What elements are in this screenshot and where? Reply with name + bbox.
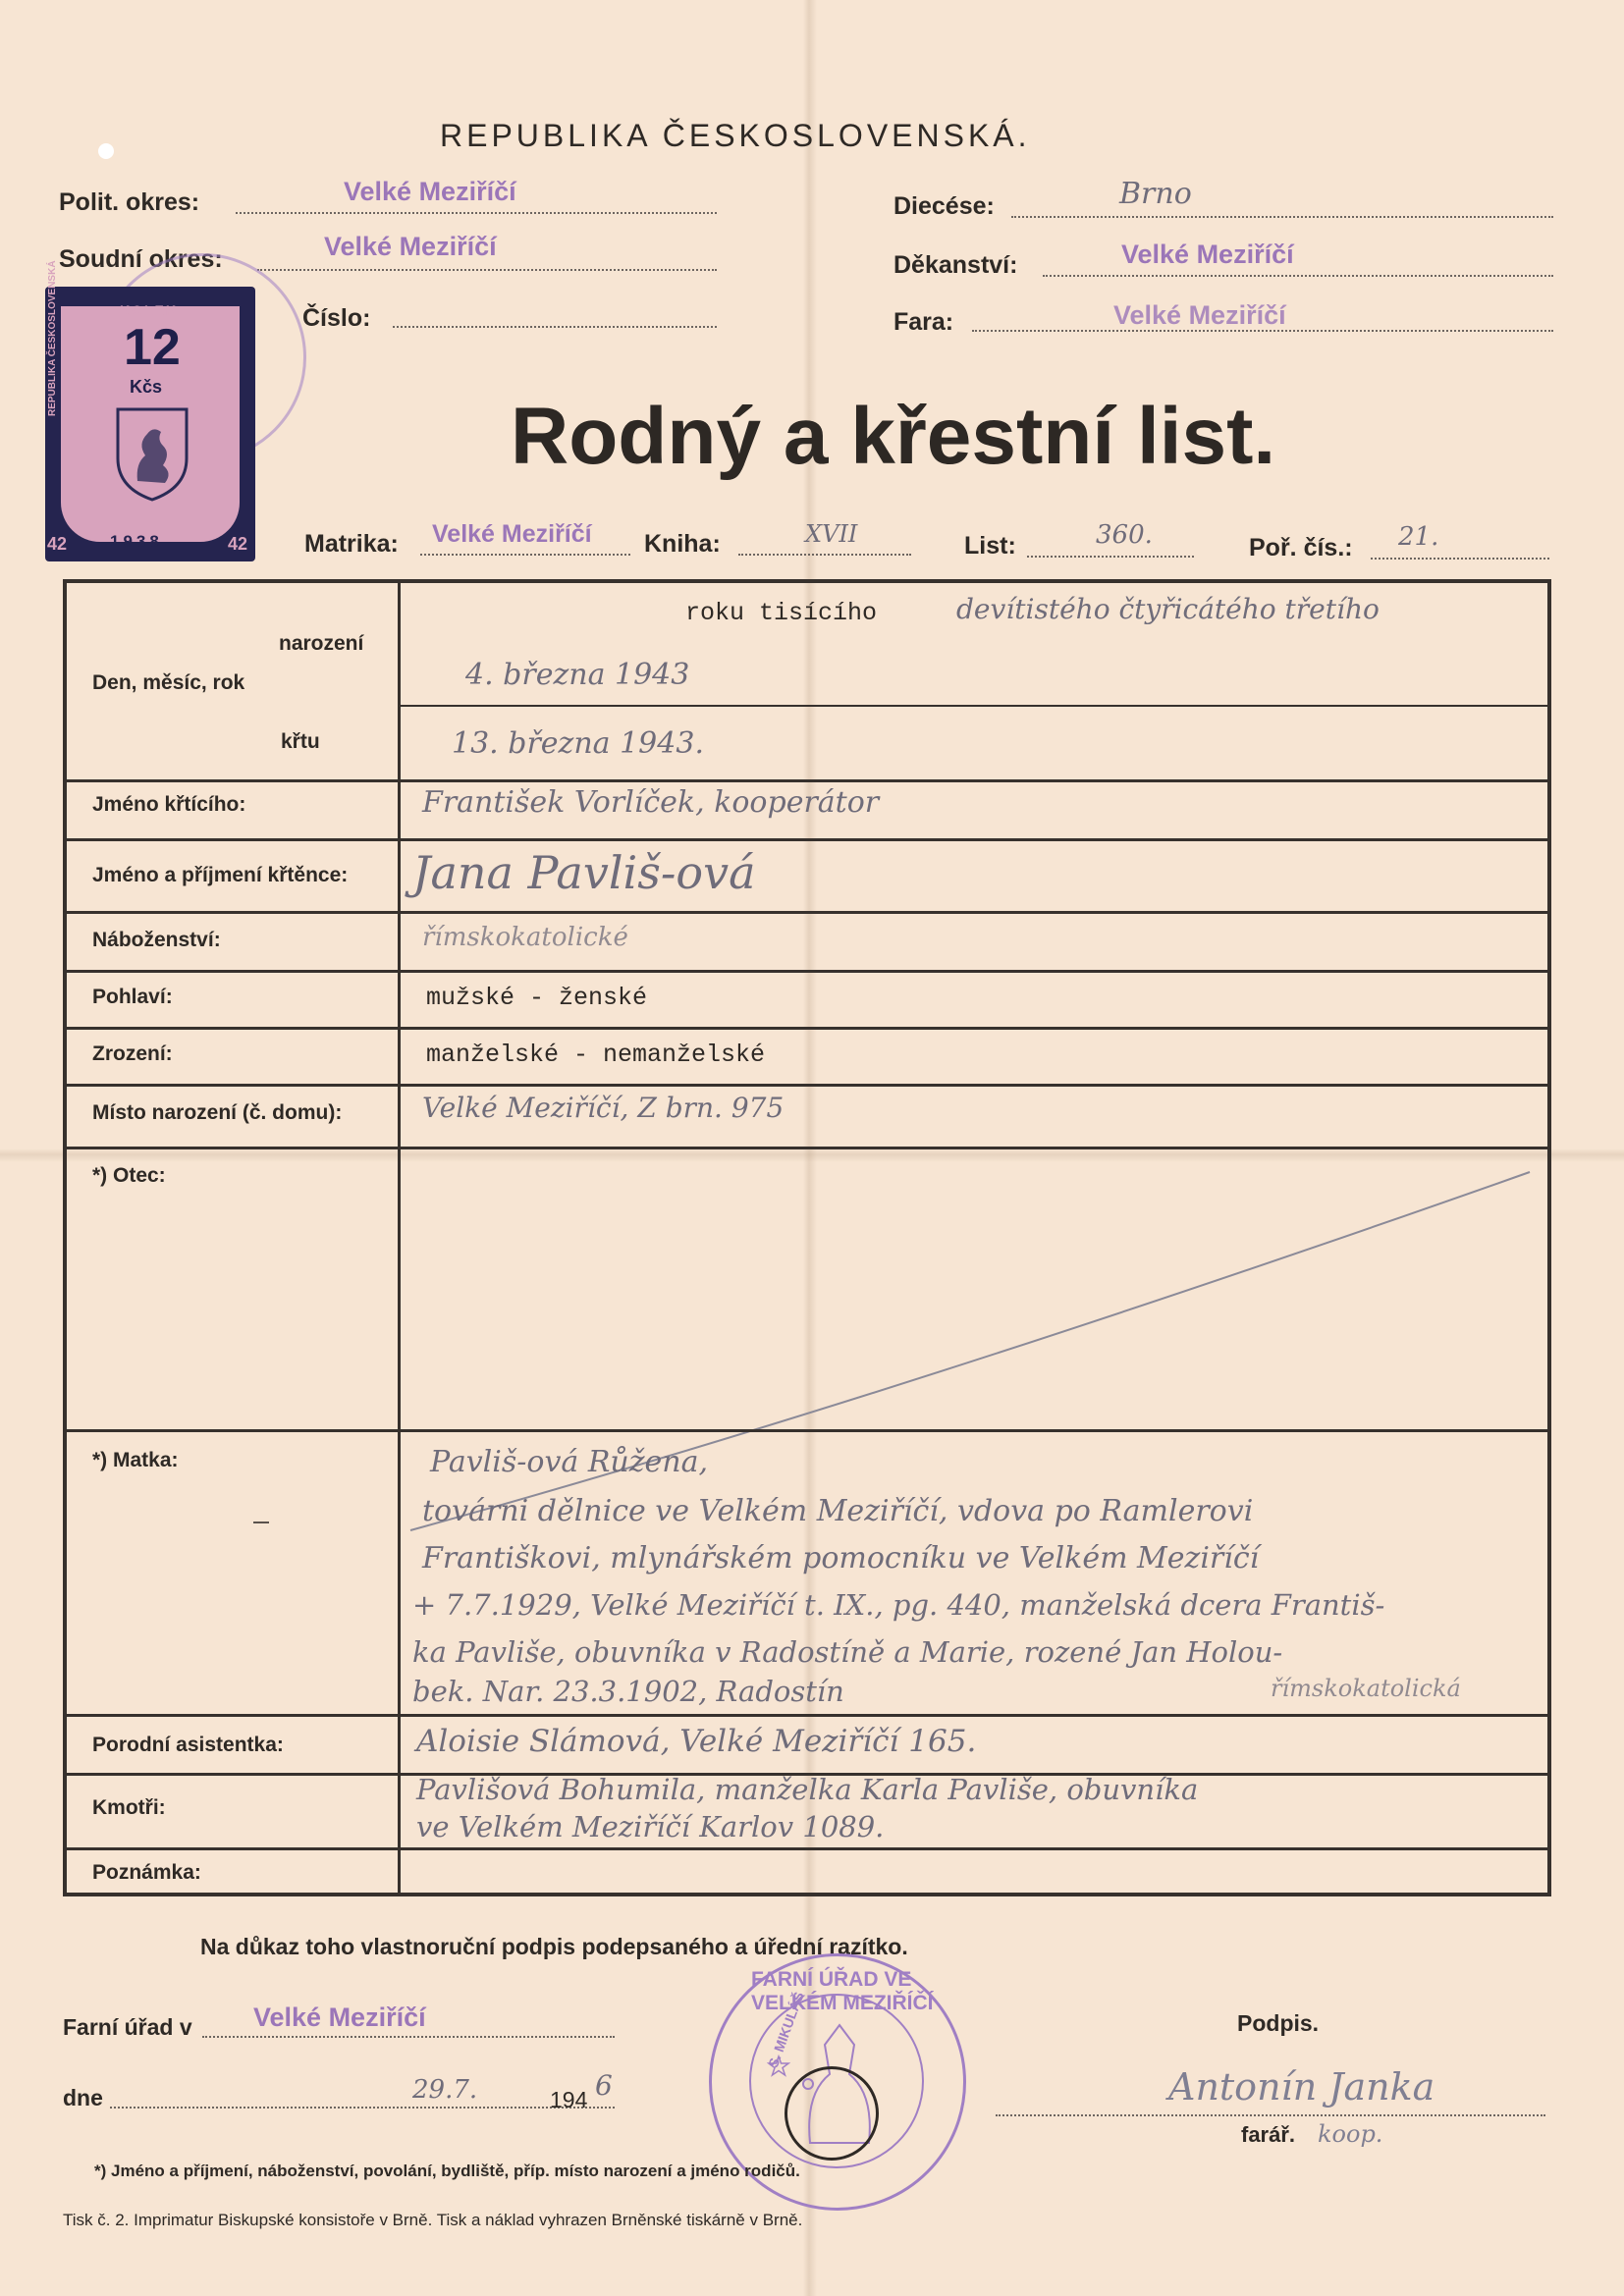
matka-religion: římskokatolická <box>1271 1675 1461 1702</box>
por-cis-value: 21. <box>1398 522 1439 552</box>
kmotri-line-1: Pavlišová Bohumila, manželka Karla Pavliše, obuvníka <box>416 1773 1199 1806</box>
matka-line-1: Pavliš-ová Růžena, <box>430 1445 709 1479</box>
diecese-value: Brno <box>1119 177 1192 211</box>
matka-label: *) Matka: <box>92 1449 179 1471</box>
kmotri-label: Kmotři: <box>92 1796 166 1819</box>
polit-okres-value: Velké Meziříčí <box>344 177 516 206</box>
soudni-okres-line <box>257 269 717 271</box>
row-divider-3 <box>67 911 1547 914</box>
revenue-stamp-corner-right: 42 <box>228 534 248 554</box>
soudni-okres-label: Soudní okres: <box>59 245 223 273</box>
poznamka-label: Poznámka: <box>92 1861 201 1884</box>
footnote: *) Jméno a příjmení, náboženství, povolání, bydliště, příp. místo narození a jméno rodičů. <box>94 2162 800 2180</box>
zrozeni-label: Zrození: <box>92 1042 173 1065</box>
dekanstvi-label: Děkanství: <box>893 251 1018 279</box>
signature: Antonín Janka <box>1168 2065 1435 2109</box>
roku-printed: roku tisícího <box>685 599 878 627</box>
lion-emblem-icon <box>108 404 196 503</box>
farni-urad-label: Farní úřad v <box>63 2014 192 2040</box>
pohlavi-value: mužské - ženské <box>426 984 648 1012</box>
baptism-date: 13. března 1943. <box>452 726 704 761</box>
year-digit: 6 <box>595 2069 613 2102</box>
row-divider-2 <box>67 838 1547 841</box>
parish-seal-inner: S. MIKULÁŠ <box>765 1989 807 2070</box>
narozeni-label: narození <box>279 632 364 655</box>
list-line <box>1027 556 1194 558</box>
otec-cancel-line <box>401 1152 1547 1545</box>
matka-line-6: bek. Nar. 23.3.1902, Radostín <box>412 1675 844 1708</box>
record-table <box>63 579 1551 1896</box>
revenue-stamp-value: 12 <box>124 319 181 376</box>
row-divider-4 <box>67 970 1547 973</box>
signature-line <box>996 2114 1545 2116</box>
misto-value: Velké Meziříčí, Z brn. 975 <box>422 1092 785 1124</box>
diecese-label: Diecése: <box>893 192 995 220</box>
row-divider-9 <box>67 1714 1547 1717</box>
republic-heading: REPUBLIKA ČESKOSLOVENSKÁ. <box>440 118 1031 153</box>
krtenec-label: Jméno a příjmení křtěnce: <box>92 864 349 886</box>
proof-statement: Na důkaz toho vlastnoruční podpis podepsaného a úřední razítko. <box>200 1934 908 1959</box>
krtici-value: František Vorlíček, kooperátor <box>422 785 880 820</box>
fara-label: Fara: <box>893 308 954 336</box>
birth-date: 4. března 1943 <box>465 658 690 692</box>
cislo-line <box>393 326 717 328</box>
pohlavi-label: Pohlaví: <box>92 986 173 1008</box>
row-divider-5 <box>67 1027 1547 1030</box>
otec-label: *) Otec: <box>92 1164 166 1187</box>
revenue-stamp-kolek: KOLEK <box>120 302 178 318</box>
dekanstvi-value: Velké Meziříčí <box>1121 240 1294 269</box>
row-divider-6 <box>67 1084 1547 1087</box>
nabozenstvi-label: Náboženství: <box>92 929 221 951</box>
matka-dash <box>253 1522 269 1523</box>
punch-hole-top <box>98 143 114 159</box>
koop-note: koop. <box>1318 2120 1383 2148</box>
list-label: List: <box>964 532 1016 560</box>
dne-value: 29.7. <box>412 2075 478 2105</box>
matrika-line <box>420 554 630 556</box>
matka-line-3: Františkovi, mlynářském pomocníku ve Velkém Meziříčí <box>422 1541 1260 1575</box>
matka-line-2: továrni dělnice ve Velkém Meziříčí, vdova po Ramlerovi <box>422 1494 1254 1528</box>
por-cis-label: Poř. čís.: <box>1249 534 1353 561</box>
star-icon <box>767 2055 790 2078</box>
matka-line-5: ka Pavliše, obuvníka v Radostíně a Marie, rozené Jan Holou- <box>412 1635 1283 1669</box>
kniha-line <box>738 554 911 556</box>
year-prefix: 194 <box>550 2087 588 2112</box>
printer-note: Tisk č. 2. Imprimatur Biskupské konsistoře v Brně. Tisk a náklad vyhrazen Brněnské tiskárně v Brně. <box>63 2211 803 2229</box>
dne-label: dne <box>63 2085 103 2110</box>
row-divider-8 <box>67 1429 1547 1432</box>
dne-line <box>110 2107 615 2109</box>
row-divider-11 <box>67 1847 1547 1850</box>
revenue-stamp <box>45 260 255 561</box>
revenue-stamp-currency: Kčs <box>130 377 163 397</box>
matka-line-4: + 7.7.1929, Velké Meziříčí t. IX., pg. 440, manželská dcera Františ- <box>412 1588 1385 1622</box>
krtici-label: Jméno křtícího: <box>92 793 246 816</box>
cislo-label: Číslo: <box>302 304 371 332</box>
asistentka-value: Aloisie Slámová, Velké Meziříčí 165. <box>416 1724 977 1759</box>
revenue-stamp-side-text: REPUBLIKA ČESKOSLOVENSKÁ <box>47 260 58 416</box>
matrika-label: Matrika: <box>304 530 399 558</box>
nabozenstvi-value: římskokatolické <box>422 923 628 952</box>
den-mesic-rok-label: Den, měsíc, rok <box>92 671 245 694</box>
matrika-value: Velké Meziříčí <box>432 520 592 548</box>
kmotri-line-2: ve Velkém Meziříčí Karlov 1089. <box>416 1810 885 1843</box>
farar-label: farář. <box>1241 2122 1296 2147</box>
revenue-stamp-corner-left: 42 <box>47 534 68 554</box>
list-value: 360. <box>1096 520 1153 550</box>
zrozeni-value: manželské - nemanželské <box>426 1041 766 1069</box>
fara-value: Velké Meziříčí <box>1113 300 1286 330</box>
misto-label: Místo narození (č. domu): <box>92 1101 343 1124</box>
krtenec-value: Jana Pavliš-ová <box>412 846 756 899</box>
revenue-stamp-year: 1938 <box>110 532 163 551</box>
polit-okres-label: Polit. okres: <box>59 188 200 216</box>
farni-urad-value: Velké Meziříčí <box>253 2002 426 2032</box>
asistentka-label: Porodní asistentka: <box>92 1734 284 1756</box>
birth-date-rule <box>401 705 1547 707</box>
parish-seal-text: FARNÍ ÚŘAD VE VELKÉM MEZIŘÍČÍ <box>751 1968 934 2014</box>
kniha-label: Kniha: <box>644 530 721 558</box>
soudni-okres-value: Velké Meziříčí <box>324 232 497 261</box>
roku-written: devítistého čtyřicátého třetího <box>956 593 1380 625</box>
seal-punch-hole <box>785 2066 879 2161</box>
farni-urad-line <box>202 2036 615 2038</box>
krtu-label: křtu <box>281 730 320 753</box>
polit-okres-line <box>236 212 717 214</box>
document-title: Rodný a křestní list. <box>511 392 1276 481</box>
row-divider-1 <box>67 779 1547 782</box>
row-divider-7 <box>67 1147 1547 1149</box>
por-cis-line <box>1371 558 1549 560</box>
kniha-value: XVII <box>805 520 858 548</box>
dekanstvi-line <box>1043 275 1553 277</box>
diecese-line <box>1011 216 1553 218</box>
podpis-label: Podpis. <box>1237 2010 1320 2036</box>
